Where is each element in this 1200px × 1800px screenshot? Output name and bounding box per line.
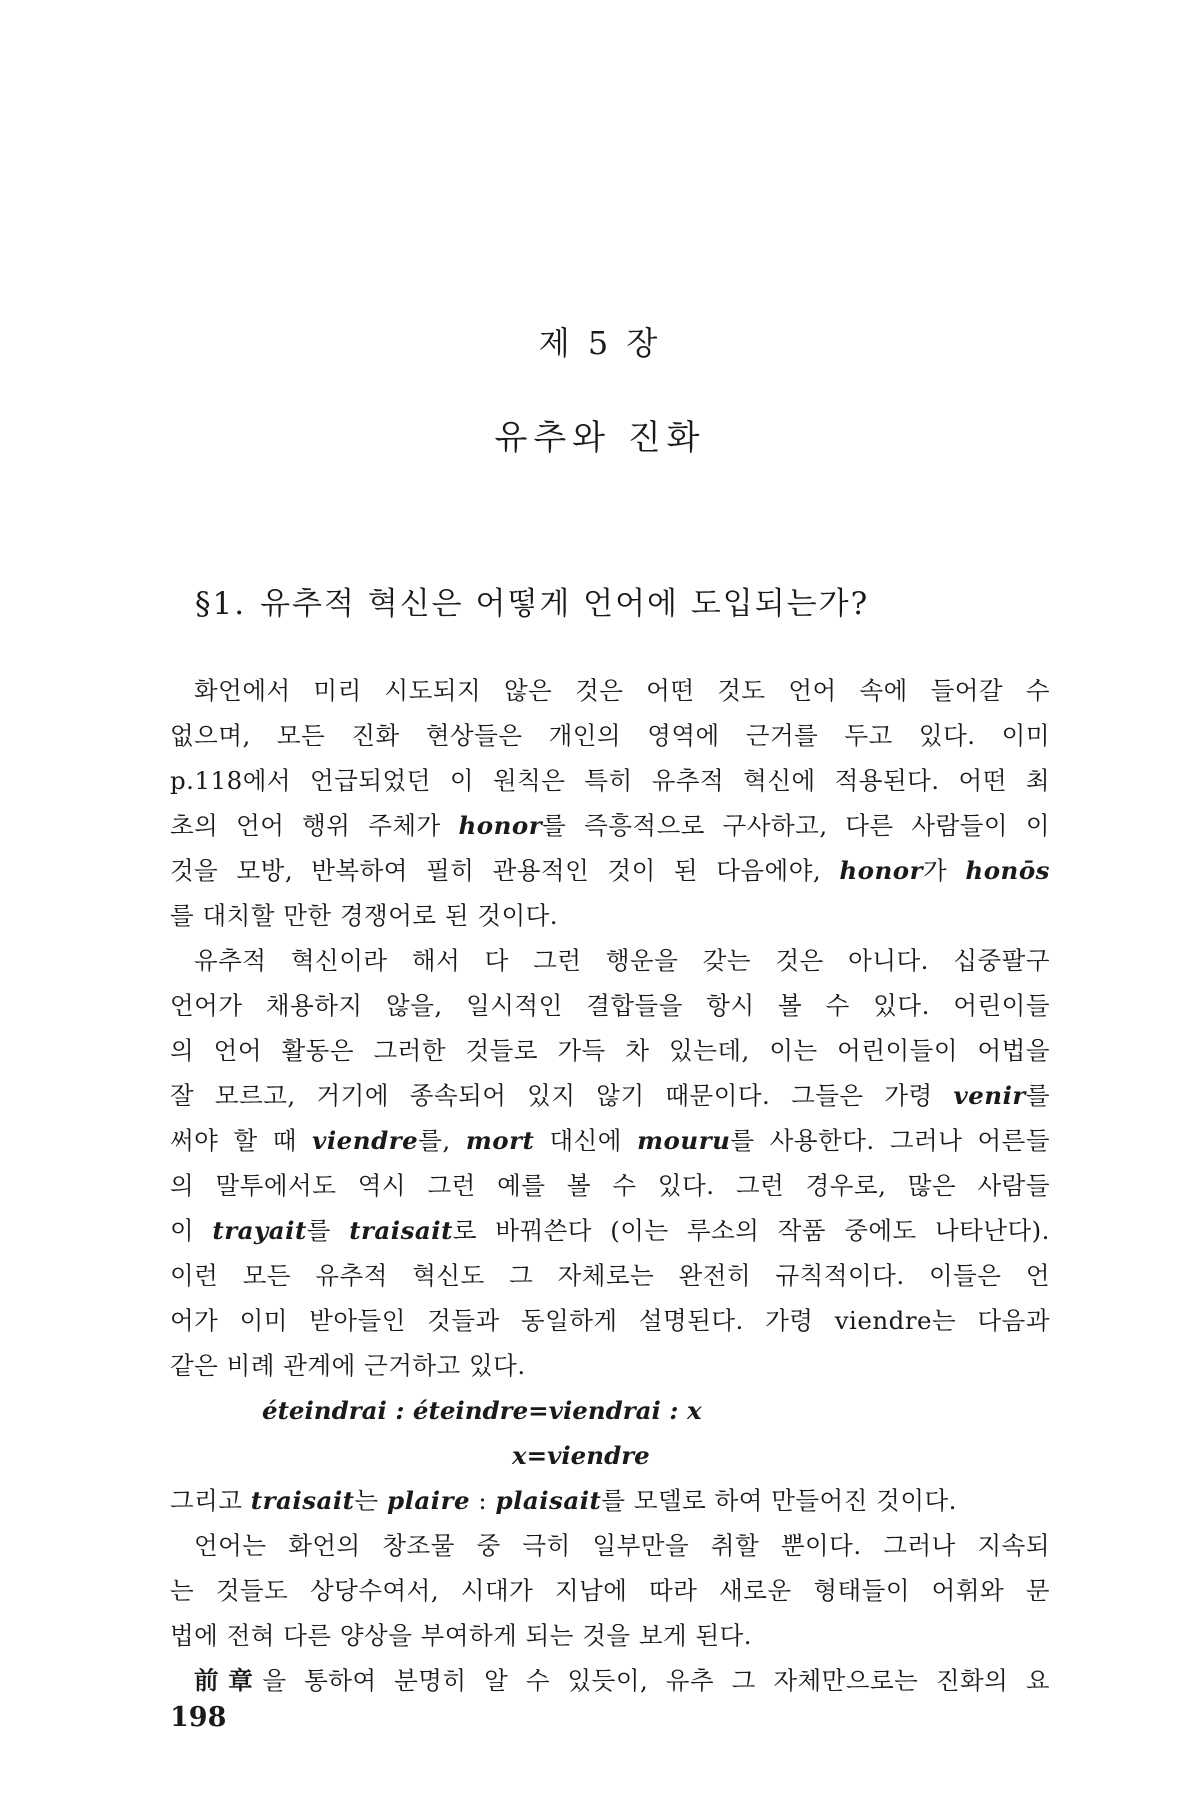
text-run: 을 통하여 분명히 알 수 있듯이, 유추 그 자체만으로는 진화의 요 xyxy=(262,1666,1050,1695)
foreign-word: plaisait xyxy=(495,1486,602,1515)
paragraph-line xyxy=(170,1658,1050,1703)
text-run: 를 사용한다. 그러나 어른들 xyxy=(730,1126,1050,1155)
text-run: 는 xyxy=(354,1486,387,1515)
foreign-word: traisait xyxy=(349,1216,453,1245)
text-run: 를 xyxy=(306,1216,350,1245)
paragraph-line xyxy=(170,803,1050,848)
paragraph-line: 어가 이미 받아들인 것들과 동일하게 설명된다. 가령 viendre는 다음과 xyxy=(170,1306,1050,1335)
text-run: 이 xyxy=(170,1216,213,1245)
foreign-word: honor xyxy=(458,811,543,840)
section-title: 유추적 혁신은 어떻게 언어에 도입되는가? xyxy=(260,586,870,622)
page-number: 198 xyxy=(170,1702,227,1733)
paragraph-line: 언어가 채용하지 않을, 일시적인 결합들을 항시 볼 수 있다. 어린이들 xyxy=(170,991,1050,1020)
text-run: 를 모델로 하여 만들어진 것이다. xyxy=(601,1486,957,1515)
text-run: 것을 모방, 반복하여 필히 관용적인 것이 된 다음에야, xyxy=(170,856,840,885)
body-text xyxy=(170,668,1050,1703)
paragraph-line: 유추적 혁신이라 해서 다 그런 행운을 갖는 것은 아니다. 십중팔구 xyxy=(194,946,1050,975)
paragraph-line: 를 대치할 만한 경쟁어로 된 것이다. xyxy=(170,901,559,930)
section-heading xyxy=(195,578,1055,623)
section-number: §1. xyxy=(195,586,247,622)
paragraph-line xyxy=(170,1118,1050,1163)
text-run: 대신에 xyxy=(534,1126,638,1155)
text-run: 그리고 xyxy=(170,1486,251,1515)
paragraph-line: 없으며, 모든 진화 현상들은 개인의 영역에 근거를 두고 있다. 이미 xyxy=(170,721,1050,750)
text-run: 써야 할 때 xyxy=(170,1126,313,1155)
foreign-word: traisait xyxy=(250,1486,355,1515)
paragraph-line: p.118에서 언급되었던 이 원칙은 특히 유추적 혁신에 적용된다. 어떤 최 xyxy=(170,766,1050,795)
paragraph-line: 화언에서 미리 시도되지 않은 것은 어떤 것도 언어 속에 들어갈 수 xyxy=(194,676,1050,705)
foreign-word: trayait xyxy=(212,1216,307,1245)
paragraph-line: 언어는 화언의 창조물 중 극히 일부만을 취할 뿐이다. 그러나 지속되 xyxy=(194,1531,1050,1560)
foreign-word: venir xyxy=(953,1081,1026,1110)
foreign-word: mort xyxy=(465,1126,535,1155)
chapter-title: 유추와 진화 xyxy=(494,418,706,458)
proportion-result: x=viendre xyxy=(512,1441,650,1470)
text-run: 를, xyxy=(418,1126,466,1155)
text-run-bold: 前章 xyxy=(194,1666,263,1695)
proportion-formula: éteindrai : éteindre=viendrai : x xyxy=(262,1396,702,1425)
text-run: : xyxy=(470,1486,496,1515)
text-run: 가 xyxy=(923,856,966,885)
foreign-word: viendre xyxy=(312,1126,419,1155)
paragraph-line: 같은 비례 관계에 근거하고 있다. xyxy=(170,1351,526,1380)
text-run: 초의 언어 행위 주체가 xyxy=(170,811,459,840)
paragraph-line xyxy=(170,1208,1050,1253)
text-run: 를 즉흥적으로 구사하고, 다른 사람들이 이 xyxy=(542,811,1050,840)
paragraph-line: 의 말투에서도 역시 그런 예를 볼 수 있다. 그런 경우로, 많은 사람들 xyxy=(170,1171,1050,1200)
paragraph-line xyxy=(170,848,1050,893)
text-run: 로 바꿔쓴다 (이는 루소의 작품 중에도 나타난다). xyxy=(452,1216,1050,1245)
foreign-word: honōs xyxy=(965,856,1050,885)
text-run: 를 xyxy=(1025,1081,1050,1110)
paragraph-line: 이런 모든 유추적 혁신도 그 자체로는 완전히 규칙적이다. 이들은 언 xyxy=(170,1261,1050,1290)
paragraph-line: 는 것들도 상당수여서, 시대가 지남에 따라 새로운 형태들이 어휘와 문 xyxy=(170,1576,1050,1605)
text-run: 잘 모르고, 거기에 종속되어 있지 않기 때문이다. 그들은 가령 xyxy=(170,1081,954,1110)
foreign-word: honor xyxy=(839,856,924,885)
paragraph-line xyxy=(170,1073,1050,1118)
foreign-word: mouru xyxy=(637,1126,731,1155)
paragraph-line: 법에 전혀 다른 양상을 부여하게 되는 것을 보게 된다. xyxy=(170,1621,753,1650)
chapter-label: 제 5 장 xyxy=(538,324,662,362)
paragraph-line xyxy=(170,1478,1050,1523)
paragraph-line: 의 언어 활동은 그러한 것들로 가득 차 있는데, 이는 어린이들이 어법을 xyxy=(170,1036,1050,1065)
foreign-word: plaire xyxy=(386,1486,471,1515)
